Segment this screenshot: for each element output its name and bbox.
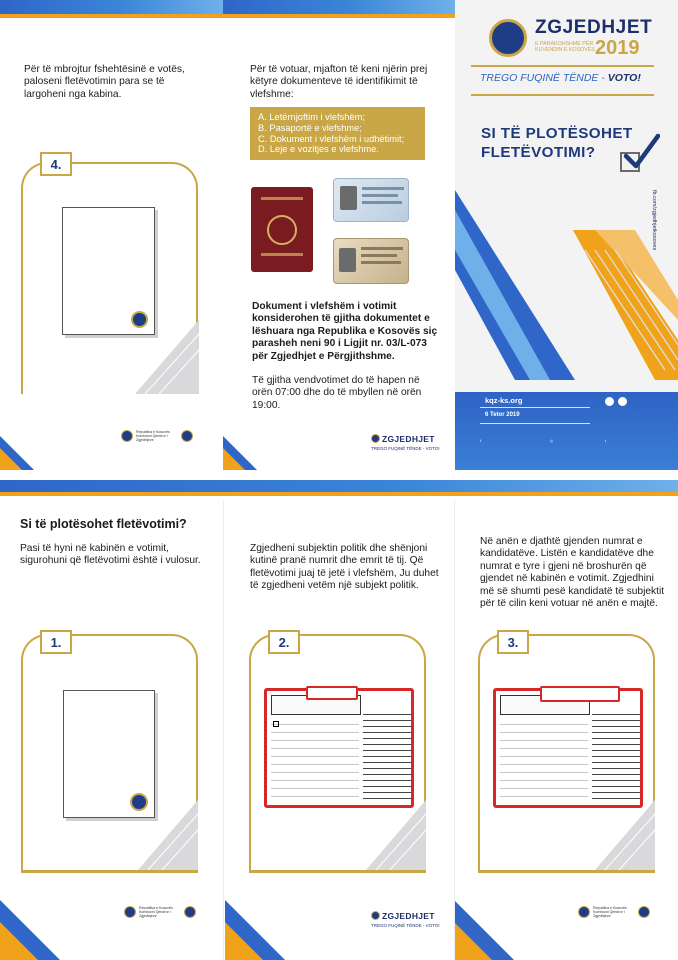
footer-divider bbox=[480, 423, 590, 424]
kqz-emblem-icon bbox=[181, 430, 193, 442]
step-3-number: 3. bbox=[497, 630, 529, 654]
folded-ballot bbox=[62, 207, 155, 335]
slogan: TREGO FUQINË TËNDE - VOTO! bbox=[480, 72, 641, 84]
step-1-number: 1. bbox=[40, 630, 72, 654]
twitter-icon: t bbox=[605, 439, 606, 443]
documents-intro: Për të votuar, mjafton të keni njërin prej këtyre dokumenteve të identifikimit të vlefshme: bbox=[250, 64, 428, 100]
footer-logos bbox=[605, 397, 627, 406]
commission-logo: Republika e Kosovës Komisioni Qendror i Zgjedhjeve bbox=[124, 906, 196, 918]
mini-brand-logo: ZGJEDHJET TREGO FUQINË TËNDE - VOTO! bbox=[371, 434, 440, 451]
document-item: C. Dokument i vlefshëm i udhëtimit; bbox=[258, 133, 405, 144]
passport-image bbox=[251, 187, 313, 272]
section-title: Si të plotësohet fletëvotimi? bbox=[20, 517, 187, 531]
driving-license-image bbox=[333, 238, 409, 284]
step-1-text: Pasi të hyni në kabinën e votimit, sigurohuni që fletëvotimi është i vulosur. bbox=[20, 543, 201, 567]
step-4-instruction: Për të mbrojtur fshehtësinë e votës, paloseni fletëvotimin para se të largoheni nga kabina. bbox=[24, 64, 185, 100]
slogan-divider-bottom bbox=[471, 94, 654, 96]
document-item: B. Pasaportë e vlefshme; bbox=[258, 122, 362, 133]
kqz-emblem-icon bbox=[618, 397, 627, 406]
panel-separator bbox=[223, 500, 224, 960]
kqz-emblem-icon bbox=[638, 906, 650, 918]
ballot-candidate-selection bbox=[493, 688, 643, 808]
commission-logo: Republika e Kosovës Komisioni Qendror i Zgjedhjeve bbox=[121, 430, 193, 442]
facebook-icon: f bbox=[480, 439, 481, 443]
checkmark-icon bbox=[273, 721, 279, 727]
document-item: D. Leje e vozitjes e vlefshme. bbox=[258, 144, 379, 155]
valid-document-note: Dokument i vlefshëm i votimit konsiderohen të gjitha dokumentet e lëshuara nga Republika e Kosovës siç parasheh neni 90 i Ligjit nr. 03/L-073 për Zgjedhjet e Përgjithshme. bbox=[252, 301, 438, 362]
step-2-frame-bottom bbox=[249, 870, 426, 873]
document-item: A. Letërnjoftim i vlefshëm; bbox=[258, 112, 365, 122]
commission-logo: Republika e Kosovës Komisioni Qendror i Zgjedhjeve bbox=[578, 906, 650, 918]
election-brand-logo: ZGJEDHJET E PARAKOHSHME PËR KUVENDIN E KOSOVËS 2019 bbox=[489, 15, 659, 65]
corner-stripe-decoration bbox=[0, 900, 70, 960]
mini-emblem-icon bbox=[371, 911, 380, 920]
slogan-divider-top bbox=[471, 65, 654, 67]
facebook-url: fb.com/zgjedhjetkosoves bbox=[651, 190, 657, 251]
instagram-icon: ◎ bbox=[550, 439, 554, 443]
step-2-text: Zgjedheni subjektin politik dhe shënjoni kutinë pranë numrit dhe emrit të tij. Që fletëvotimi juaj të jetë i vlefshëm, Ju duhet të zgjedheni vetëm një subjekt politik. bbox=[250, 543, 439, 592]
kosovo-emblem-icon bbox=[578, 906, 590, 918]
election-emblem-icon bbox=[489, 19, 527, 57]
ballot-party-selection bbox=[264, 688, 414, 808]
kosovo-emblem-icon bbox=[121, 430, 133, 442]
kosovo-emblem-icon bbox=[124, 906, 136, 918]
corner-triangle-decoration bbox=[135, 320, 199, 394]
mini-emblem-icon bbox=[371, 434, 380, 443]
top-accent-bar bbox=[0, 0, 223, 14]
corner-stripe-decoration bbox=[454, 900, 524, 960]
step-2-number: 2. bbox=[268, 630, 300, 654]
cover-footer bbox=[455, 392, 678, 470]
top-accent-bar bbox=[223, 0, 455, 14]
corner-stripe-decoration bbox=[225, 900, 295, 960]
corner-triangle-decoration bbox=[366, 800, 426, 870]
panel-separator bbox=[454, 500, 455, 960]
sheet-divider bbox=[0, 470, 678, 500]
step-4-number: 4. bbox=[40, 152, 72, 176]
cover-title: SI TË PLOTËSOHET FLETËVOTIMI? bbox=[481, 125, 633, 161]
id-card-image bbox=[333, 178, 409, 222]
step-3-frame-bottom bbox=[478, 870, 655, 873]
panel-step-4 bbox=[0, 0, 223, 470]
corner-stripe-decoration bbox=[0, 436, 40, 470]
stamped-ballot bbox=[63, 690, 155, 818]
corner-triangle-decoration bbox=[595, 800, 655, 870]
ballot-header-tab bbox=[306, 686, 358, 700]
kosovo-emblem-icon bbox=[605, 397, 614, 406]
cover-stripes bbox=[455, 190, 678, 380]
footer-divider bbox=[480, 407, 590, 408]
ballot-header-tab bbox=[540, 686, 620, 702]
corner-stripe-decoration bbox=[223, 436, 263, 470]
checkmark-icon bbox=[622, 132, 660, 170]
corner-triangle-decoration bbox=[138, 800, 198, 870]
kqz-emblem-icon bbox=[184, 906, 196, 918]
step-3-text: Në anën e djathtë gjenden numrat e kandidatëve. Listën e kandidatëve dhe numrat e tyre i gjeni në broshurën që gjendet në kabinën e votimit. Zgjedhini më së shumti pesë kandidatë të subjektit për të cilin keni votuar në anën e majtë. bbox=[480, 536, 665, 610]
election-date: 6 Tetor 2019 bbox=[485, 412, 520, 418]
website-link[interactable]: kqz-ks.org bbox=[485, 396, 523, 405]
step-1-frame-bottom bbox=[21, 870, 198, 873]
mini-brand-logo: ZGJEDHJET TREGO FUQINË TËNDE - VOTO! bbox=[371, 911, 440, 928]
documents-list bbox=[250, 107, 425, 160]
voting-hours-note: Të gjitha vendvotimet do të hapen në orën 07:00 dhe do të mbyllen në orën 19:00. bbox=[252, 375, 422, 411]
